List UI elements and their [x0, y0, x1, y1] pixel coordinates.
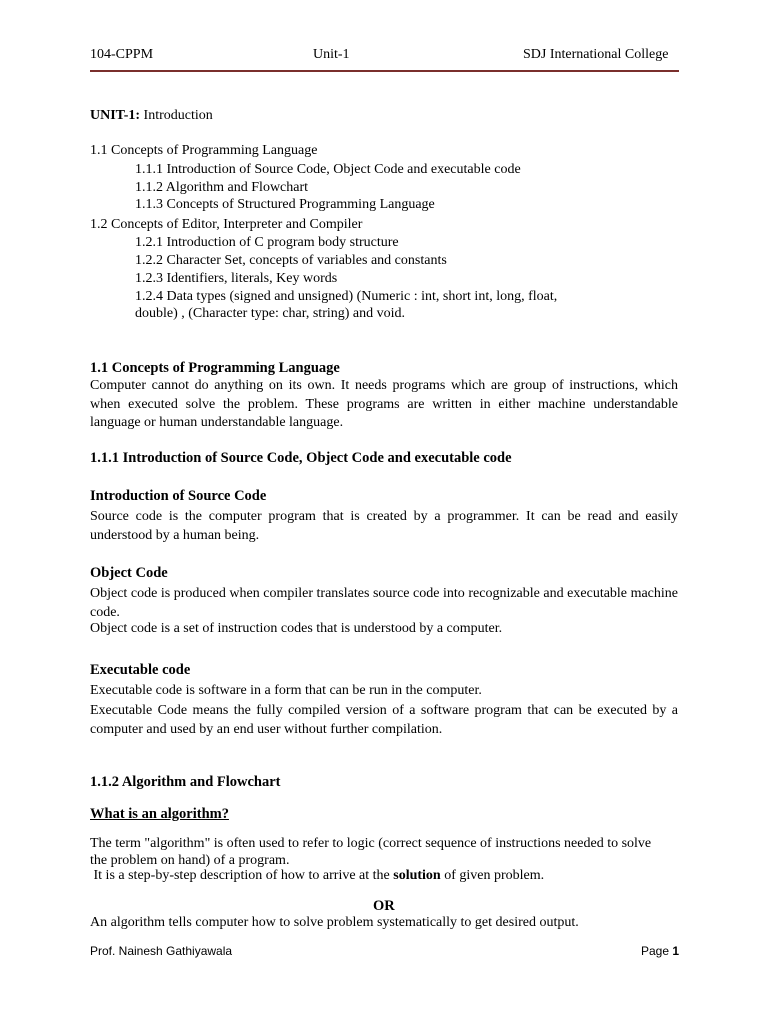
toc-item-1-1-1: 1.1.1 Introduction of Source Code, Object Code and executable code [135, 162, 521, 177]
header-rule [90, 70, 679, 72]
header-college: SDJ International College [523, 47, 669, 62]
footer-page [641, 944, 679, 958]
unit-title [90, 108, 213, 124]
section-heading-1-1: 1.1 Concepts of Programming Language [90, 360, 340, 376]
section-heading-1-1-1: 1.1.1 Introduction of Source Code, Object Code and executable code [90, 450, 512, 466]
footer-author: Prof. Nainesh Gathiyawala [90, 944, 233, 958]
header-course-code: 104-CPPM [90, 47, 154, 62]
toc-item-1-2-4: 1.2.4 Data types (signed and unsigned) (Numeric : int, short int, long, float, [135, 289, 558, 304]
section-body-1-1: Computer cannot do anything on its own. It needs programs which are group of instructions, which when executed solve the problem. These programs are written in either machine understandable language or human understandable language. [90, 378, 678, 430]
unit-name: Introduction [143, 108, 213, 123]
toc-item-1-2-2: 1.2.2 Character Set, concepts of variables and constants [135, 253, 447, 268]
algorithm-question: What is an algorithm? [90, 806, 229, 822]
object-code-body-1: Object code is produced when compiler translates source code into recognizable and executable machine code. [90, 586, 678, 620]
section-heading-1-1-2: 1.1.2 Algorithm and Flowchart [90, 774, 281, 790]
toc-item-1-2-4-cont: double) , (Character type: char, string) and void. [135, 306, 406, 321]
header-unit: Unit-1 [313, 47, 350, 62]
algorithm-body-2 [90, 868, 544, 884]
algorithm-body-2-solution: solution [393, 868, 441, 883]
executable-code-heading: Executable code [90, 662, 191, 678]
executable-code-body-2: Executable Code means the fully compiled version of a software program that can be executed by a computer and used by an end user without further compilation. [90, 703, 678, 737]
unit-label: UNIT-1: [90, 108, 141, 123]
algorithm-body-3: An algorithm tells computer how to solve problem systematically to get desired output. [90, 915, 579, 930]
footer-page-label: Page [641, 944, 670, 958]
toc-item-1-1: 1.1 Concepts of Programming Language [90, 143, 318, 158]
executable-code-body-1: Executable code is software in a form that can be run in the computer. [90, 683, 482, 698]
toc-item-1-1-2: 1.1.2 Algorithm and Flowchart [135, 180, 309, 195]
algorithm-body-1: The term "algorithm" is often used to refer to logic (correct sequence of instructions needed to solve the problem on hand) of a program. [90, 836, 652, 868]
algorithm-body-2-pre: It is a step-by-step description of how to arrive at the [90, 868, 394, 883]
object-code-body-2: Object code is a set of instruction codes that is understood by a computer. [90, 621, 503, 636]
object-code-heading: Object Code [90, 565, 168, 581]
or-separator: OR [373, 898, 395, 914]
toc-item-1-1-3: 1.1.3 Concepts of Structured Programming Language [135, 197, 435, 212]
algorithm-body-2-post: of given problem. [440, 868, 545, 883]
toc-item-1-2-1: 1.2.1 Introduction of C program body structure [135, 235, 399, 250]
source-code-body: Source code is the computer program that is created by a programmer. It can be read and easily understood by a human being. [90, 509, 678, 543]
footer-page-number: 1 [672, 944, 680, 958]
source-code-heading: Introduction of Source Code [90, 488, 267, 504]
toc-item-1-2-3: 1.2.3 Identifiers, literals, Key words [135, 271, 338, 286]
toc-item-1-2: 1.2 Concepts of Editor, Interpreter and Compiler [90, 217, 363, 232]
